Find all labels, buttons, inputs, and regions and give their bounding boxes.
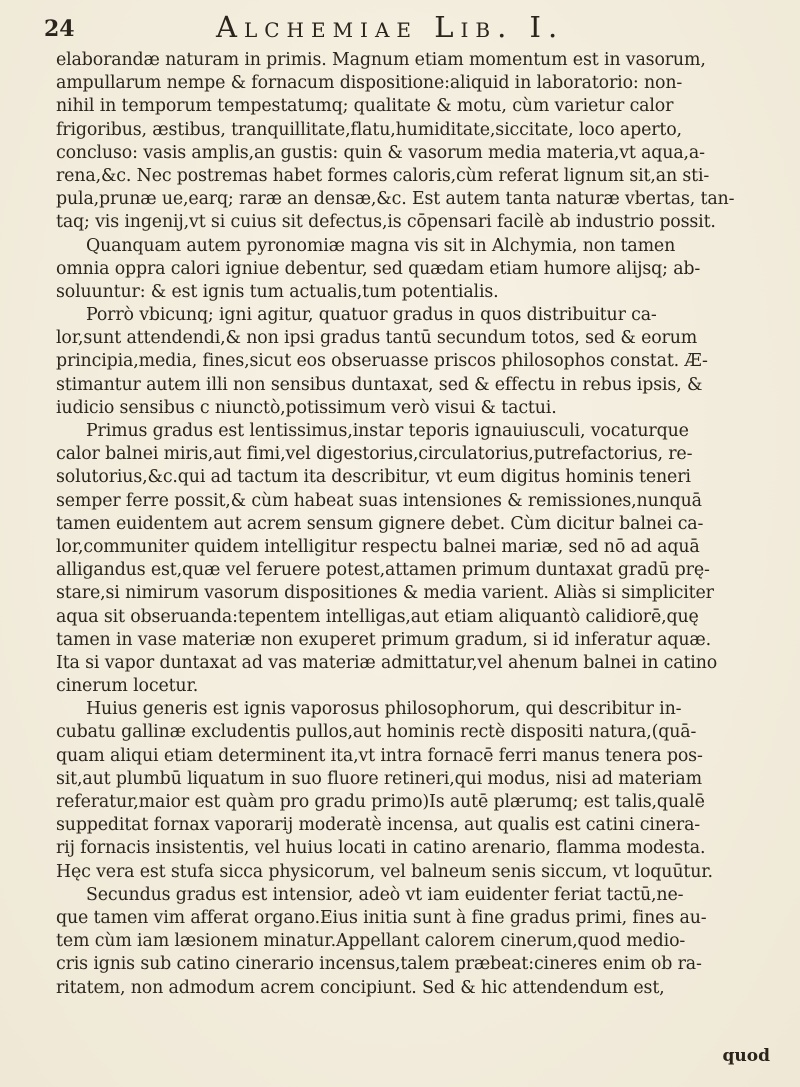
text-line: cinerum locetur. (56, 676, 199, 697)
text-line: quam aliqui etiam determinent ita,vt intra fornacē ferri manus tenera pos- (56, 745, 703, 766)
text-line: nihil in temporum tempestatumq; qualitate & motu, cùm varietur calor (56, 96, 674, 117)
text-line: elaborandæ naturam in primis. Magnum etiam momentum est in vasorum, (56, 50, 706, 70)
text-line: ritatem, non admodum acrem concipiunt. Sed & hic attendendum est, (56, 977, 665, 998)
text-line: cubatu gallinæ excludentis pullos,aut hominis rectè dispositi natura,(quā- (56, 722, 697, 743)
text-line: aqua sit obseruanda:tepentem intelligas,aut etiam aliquantò calidiorē,quę (56, 606, 699, 627)
text-line: Primus gradus est lentissimus,instar teporis ignauiusculi, vocaturque (86, 421, 689, 441)
text-line: stimantur autem illi non sensibus duntaxat, sed & effectu in rebus ipsis, & (56, 374, 703, 395)
text-line: ampullarum nempe & fornacum dispositione:aliquid in laboratorio: non- (56, 73, 683, 94)
text-line: Ita si vapor duntaxat ad vas materiæ admittatur,vel ahenum balnei in catino (56, 652, 718, 673)
text-line: solutorius,&c.qui ad tactum ita describitur, vt eum digitus hominis teneri (56, 467, 691, 488)
text-line: alligandus est,quæ vel feruere potest,attamen primum duntaxat gradū prę- (56, 560, 710, 581)
text-line: que tamen vim afferat organo.Eius initia sunt à fine gradus primi, fines au- (56, 907, 707, 928)
text-line: tamen in vase materiæ non exuperet primum gradum, si id inferatur aquæ. (56, 629, 712, 650)
text-line: cris ignis sub catino cinerario incensus,talem præbeat:cineres enim ob ra- (56, 954, 702, 975)
text-line: suppeditat fornax vaporarij moderatè incensa, aut qualis est catini cinera- (56, 815, 701, 836)
text-line: soluuntur: & est ignis tum actualis,tum potentialis. (56, 281, 499, 302)
text-line: concluso: vasis amplis,an gustis: quin & vasorum media materia,vt aqua,a- (56, 142, 705, 163)
text-line: pula,prunæ ue,earq; raræ an densæ,&c. Est autem tanta naturæ vbertas, tan- (56, 189, 735, 210)
text-line: referatur,maior est quàm pro gradu primo)Is autē plærumq; est talis,qualē (56, 792, 705, 812)
text-line: taq; vis ingenij,vt si cuius sit defectus,is cōpensari facilè ab industrio possit. (56, 212, 716, 233)
text-line: principia,media, fines,sicut eos obseruasse priscos philosophos constat. Æ- (56, 351, 708, 372)
text-line: stare,si nimirum vasorum dispositiones & media varient. Aliàs si simpliciter (56, 583, 714, 604)
page-number: 24 (44, 16, 75, 42)
text-line: rena,&c. Nec postremas habet formes caloris,cùm referat lignum sit,an sti- (56, 165, 710, 186)
text-line: Porrò vbicunq; igni agitur, quatuor gradus in quos distribuitur ca- (86, 305, 657, 326)
text-line: Hęc vera est stufa sicca physicorum, vel balneum senis siccum, vt loquūtur. (56, 861, 713, 882)
text-line: tamen euidentem aut acrem sensum gignere debet. Cùm dicitur balnei ca- (56, 513, 704, 534)
catchword: quod (722, 1046, 770, 1066)
text-line: Huius generis est ignis vaporosus philosophorum, qui describitur in- (86, 699, 682, 720)
text-line: semper ferre possit,& cùm habeat suas intensiones & remissiones,nunquā (56, 490, 702, 511)
text-line: frigoribus, æstibus, tranquillitate,flatu,humiditate,siccitate, loco aperto, (56, 119, 682, 140)
text-line: rij fornacis insistentis, vel huius locati in catino arenario, flamma modesta. (56, 838, 706, 859)
text-line: Secundus gradus est intensior, adeò vt iam euidenter feriat tactū,ne- (86, 884, 684, 905)
text-line: sit,aut plumbū liquatum in suo fluore retineri,qui modus, nisi ad materiam (56, 768, 702, 789)
text-line: omnia oppra calori igniue debentur, sed quædam etiam humore alijsq; ab- (56, 258, 701, 279)
text-line: iudicio sensibus c niunctò,potissimum verò visui & tactui. (56, 397, 557, 418)
running-title: Alchemiae Lib. I. (216, 10, 565, 44)
text-line: Quanquam autem pyronomiæ magna vis sit in Alchymia, non tamen (86, 235, 676, 256)
body-text (56, 49, 786, 1000)
running-head (44, 8, 784, 44)
text-line: lor,sunt attendendi,& non ipsi gradus tantū secundum totos, sed & eorum (56, 328, 698, 349)
text-line: calor balnei miris,aut fimi,vel digestorius,circulatorius,putrefactorius, re- (56, 444, 693, 465)
text-line: tem cùm iam læsionem minatur.Appellant calorem cinerum,quod medio- (56, 931, 686, 952)
text-line: lor,communiter quidem intelligitur respectu balnei mariæ, sed nō ad aquā (56, 536, 700, 557)
